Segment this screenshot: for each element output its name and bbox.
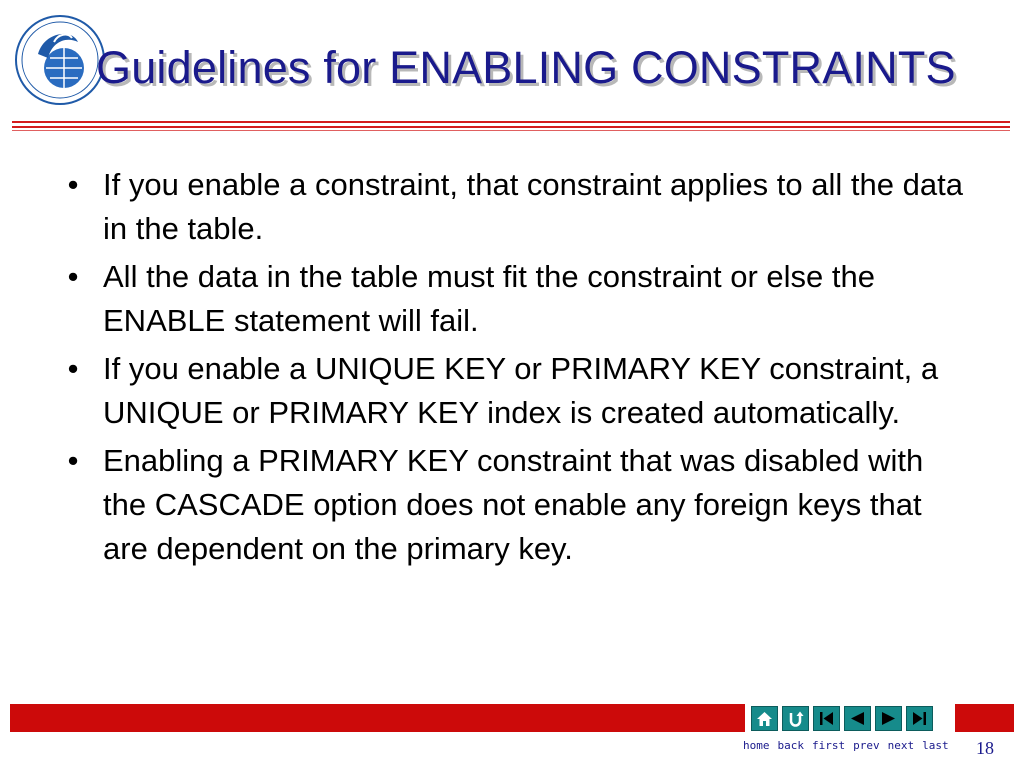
bullet-item xyxy=(58,163,973,251)
back-button[interactable] xyxy=(782,706,809,731)
nav-label-prev[interactable]: prev xyxy=(853,739,880,752)
back-icon xyxy=(786,710,805,727)
bullet-marker: • xyxy=(67,443,79,478)
last-icon xyxy=(910,710,929,727)
nav-label-next[interactable]: next xyxy=(887,739,915,752)
nav-label-first[interactable]: first xyxy=(812,739,846,752)
bullet-item xyxy=(58,439,973,571)
nav-label-last[interactable]: last xyxy=(922,739,949,752)
institute-logo xyxy=(14,14,106,106)
bullet-marker: • xyxy=(67,351,79,386)
navigation-buttons xyxy=(745,702,955,734)
home-button[interactable] xyxy=(751,706,778,731)
slide-title: Guidelines for ENABLING CONSTRAINTS xyxy=(96,42,956,93)
page-number: 18 xyxy=(976,738,994,758)
home-icon xyxy=(755,710,774,727)
bullet-text: If you enable a UNIQUE KEY or PRIMARY KEY constraint, a UNIQUE or PRIMARY KEY index is created automatically. xyxy=(103,351,939,430)
nav-label-back[interactable]: back xyxy=(777,739,804,752)
first-icon xyxy=(817,710,836,727)
nav-label-home[interactable]: home xyxy=(743,739,770,752)
last-button[interactable] xyxy=(906,706,933,731)
prev-icon xyxy=(848,710,867,727)
title-divider-line xyxy=(12,121,1010,123)
title-divider-line xyxy=(12,130,1010,131)
first-button[interactable] xyxy=(813,706,840,731)
bullet-item xyxy=(58,347,973,435)
bullet-text: Enabling a PRIMARY KEY constraint that was disabled with the CASCADE option does not enable any foreign keys that are dependent on the primary key. xyxy=(103,443,924,566)
prev-button[interactable] xyxy=(844,706,871,731)
bullet-text: If you enable a constraint, that constraint applies to all the data in the table. xyxy=(103,167,963,246)
navigation-labels xyxy=(743,739,949,752)
next-button[interactable] xyxy=(875,706,902,731)
next-icon xyxy=(879,710,898,727)
bullet-marker: • xyxy=(67,259,79,294)
bullet-marker: • xyxy=(67,167,79,202)
bullet-item xyxy=(58,255,973,343)
bullet-text: All the data in the table must fit the constraint or else the ENABLE statement will fail. xyxy=(103,259,875,338)
bullet-list xyxy=(58,163,973,575)
title-divider-line xyxy=(12,126,1010,128)
